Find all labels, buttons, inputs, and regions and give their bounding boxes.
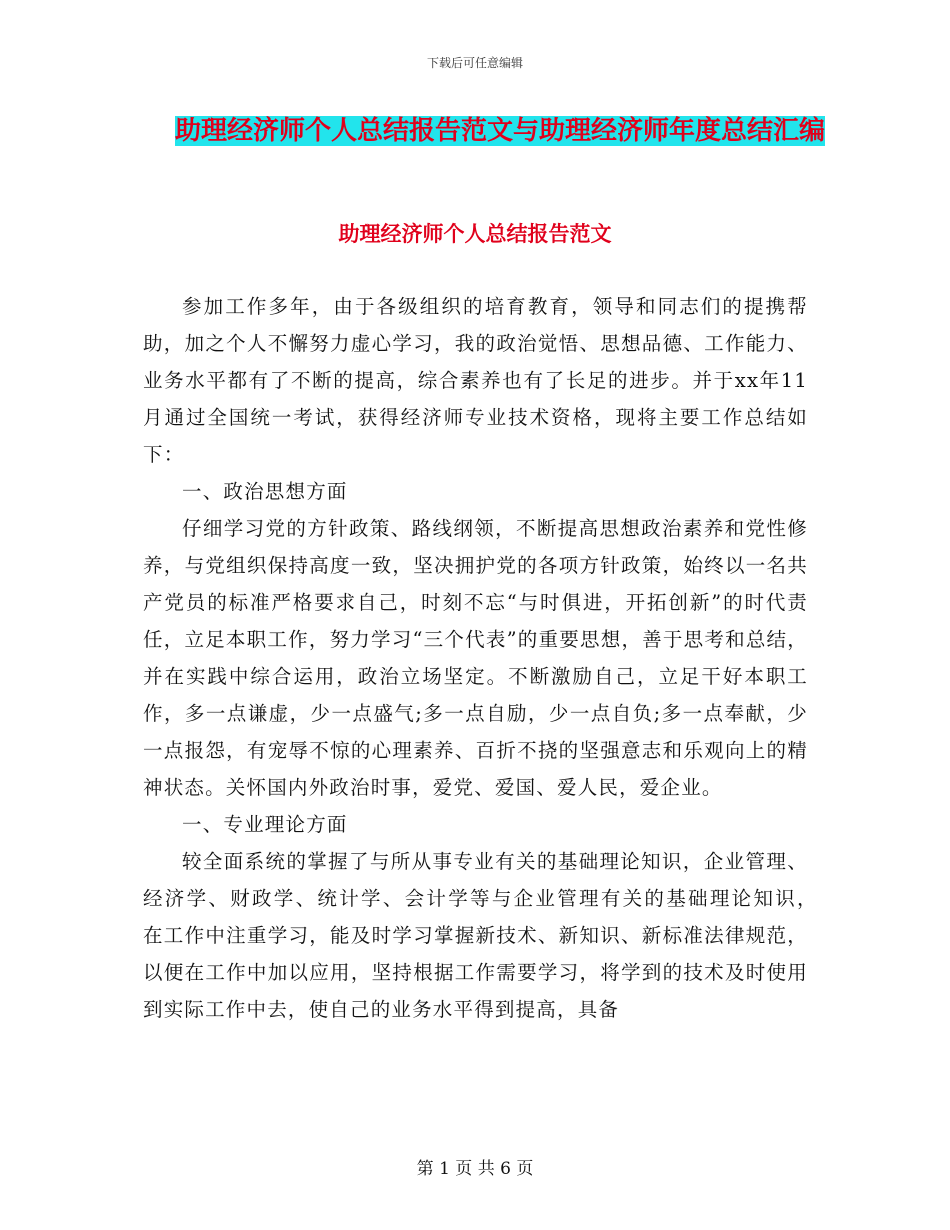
page-footer: 第 1 页 共 6 页: [416, 1159, 534, 1179]
heading-political: 一、政治思想方面: [182, 480, 348, 503]
heading-professional: 一、专业理论方面: [182, 813, 348, 836]
paragraph-professional: 较全面系统的掌握了与所从事专业有关的基础理论知识，企业管理、经济学、财政学、统计学、会计学等与企业管理有关的基础理论知识， 在工作中注重学习，能及时学习掌握新技术、新知识、新标准法律规范，以便在工作中加以应用，坚持根据工作需要学习，将学到的技术及时使用到实际工作中去，使自己的业务水平得到提高，具备: [143, 850, 829, 1021]
body-text: [143, 288, 829, 1028]
header-note: 下载后可任意编辑: [426, 56, 523, 70]
document-title-text: 助理经济师个人总结报告范文与助理经济师年度总结汇编: [174, 116, 825, 146]
section-title: 助理经济师个人总结报告范文: [338, 222, 612, 246]
document-title: [150, 108, 850, 154]
paragraph-political: 仔细学习党的方针政策、路线纲领，不断提高思想政治素养和党性修养，与党组织保持高度一致，坚决拥护党的各项方针政策，始终以一名共产党员的标准严格要求自己，时刻不忘“与时俱进，开拓创新”的时代责任，立足本职工作，努力学习“三个代表”的重要思想，善于思考和总结，并在实践中综合运用，政治立场坚定。不断激励自己，立足干好本职工作，多一点谦虚，少一点盛气;多一点自励，少一点自负;多一点奉献，少一点报怨，有宠辱不惊的心理素养、百折不挠的坚强意志和乐观向上的精神状态。关怀国内外政治时事，爱党、爱国、爱人民，爱企业。: [143, 517, 808, 799]
paragraph-intro: 参加工作多年，由于各级组织的培育教育，领导和同志们的提携帮助，加之个人不懈努力虚心学习，我的政治觉悟、思想品德、工作能力、业务水平都有了不断的提高，综合素养也有了长足的进步。并于xx年11月通过全国统一考试，获得经济师专业技术资格，现将主要工作总结如下：: [143, 295, 808, 466]
